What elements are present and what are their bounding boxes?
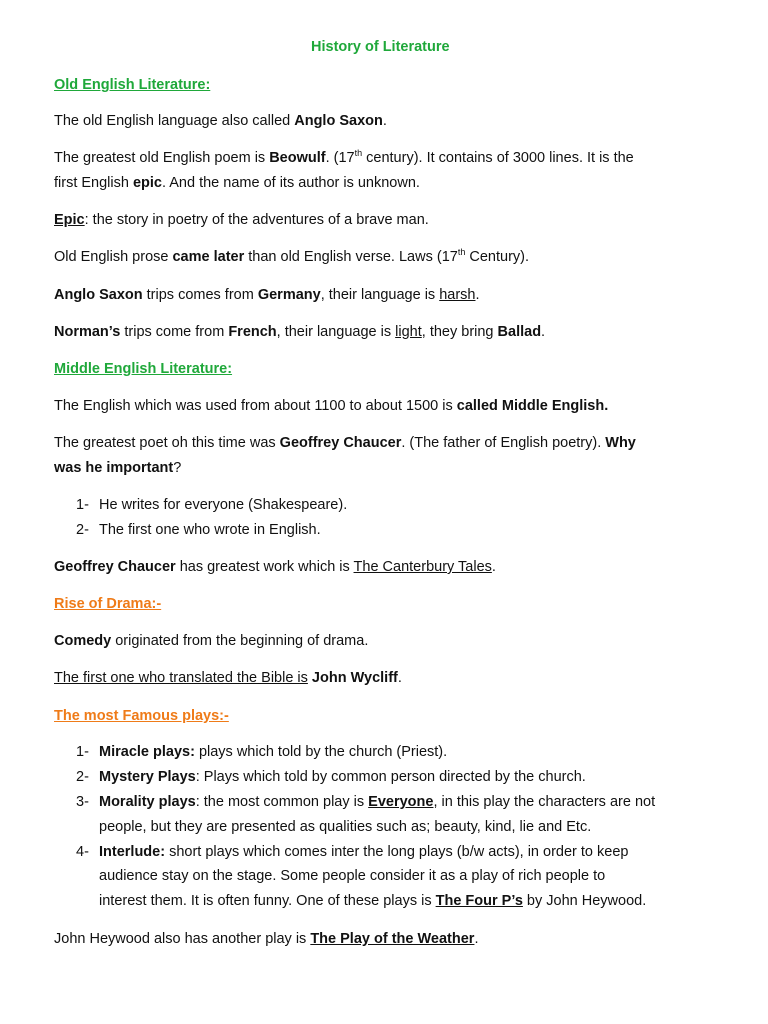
list-item-miracle-plays <box>99 743 447 761</box>
list-item-interlude <box>99 843 628 861</box>
text: , their language is <box>320 287 440 303</box>
underlined-text: The first one who translated the Bible is <box>54 670 308 686</box>
bold-underlined-text: Epic <box>54 212 85 228</box>
text: . (The father of English poetry). <box>401 435 606 451</box>
bold-text: Norman’s <box>54 324 121 340</box>
text: . <box>474 931 479 947</box>
underlined-text: The Canterbury Tales <box>353 559 492 575</box>
text: . (17 <box>325 150 355 166</box>
text: plays which told by the church (Priest). <box>194 744 448 760</box>
text: originated from the beginning of drama. <box>111 633 369 649</box>
bold-text: epic <box>132 175 162 191</box>
list-item-interlude-line3 <box>99 892 646 910</box>
bold-text: Geoffrey Chaucer <box>54 559 176 575</box>
paragraph-old-5 <box>54 286 480 304</box>
bold-text: Interlude: <box>99 844 166 860</box>
superscript: th <box>354 148 363 158</box>
bold-text: came later <box>172 249 245 265</box>
paragraph-plays-1 <box>54 930 478 948</box>
text: , their language is <box>276 324 396 340</box>
paragraph-drama-2 <box>54 669 402 687</box>
bold-text: Why <box>605 435 636 451</box>
list-item-mystery-plays <box>99 768 586 786</box>
heading-famous-plays: The most Famous plays:- <box>54 708 229 724</box>
text: : the most common play is <box>195 794 369 810</box>
bold-text: Germany <box>257 287 321 303</box>
text: by John Heywood. <box>522 893 647 909</box>
text: first English <box>54 175 133 191</box>
list-number: 3- <box>76 794 89 810</box>
bold-text: Comedy <box>54 633 112 649</box>
text: trips comes from <box>142 287 258 303</box>
text: The English which was used from about 1100 to about 1500 is <box>54 398 457 414</box>
paragraph-middle-3 <box>54 558 496 576</box>
bold-text: Miracle plays: <box>99 744 195 760</box>
paragraph-middle-2 <box>54 434 636 452</box>
text: than old English verse. Laws (17 <box>244 249 458 265</box>
text: . <box>475 287 480 303</box>
bold-text: Anglo Saxon <box>54 287 143 303</box>
bold-text: John Wycliff <box>311 670 398 686</box>
text: , they bring <box>421 324 498 340</box>
text: : the story in poetry of the adventures of a brave man. <box>84 212 429 228</box>
paragraph-old-2-line2 <box>54 174 420 192</box>
text: , in this play the characters are not <box>433 794 656 810</box>
bold-text: Ballad <box>497 324 542 340</box>
list-item: The first one who wrote in English. <box>99 522 321 538</box>
text: The greatest poet oh this time was <box>54 435 280 451</box>
text: . <box>541 324 546 340</box>
text: The greatest old English poem is <box>54 150 270 166</box>
bold-text: French <box>228 324 277 340</box>
paragraph-drama-1 <box>54 632 368 650</box>
paragraph-middle-1 <box>54 397 608 415</box>
bold-text: was he important <box>54 460 174 476</box>
paragraph-middle-2-line2 <box>54 459 181 477</box>
text: trips come from <box>120 324 229 340</box>
text: century). It contains of 3000 lines. It is the <box>362 150 634 166</box>
list-number: 1- <box>76 744 89 760</box>
list-number: 2- <box>76 522 89 538</box>
document-title: History of Literature <box>311 39 450 55</box>
text: . <box>491 559 496 575</box>
text: ? <box>173 460 182 476</box>
heading-rise-of-drama: Rise of Drama:- <box>54 596 162 612</box>
list-item-morality-plays <box>99 793 655 811</box>
text: : Plays which told by common person directed by the church. <box>195 769 586 785</box>
bold-underlined-text: The Play of the Weather <box>310 931 475 947</box>
text: John Heywood also has another play is <box>54 931 311 947</box>
bold-text: Geoffrey Chaucer <box>279 435 402 451</box>
heading-middle-english: Middle English Literature: <box>54 361 233 377</box>
bold-text: Mystery Plays <box>99 769 196 785</box>
list-number: 1- <box>76 497 89 513</box>
text: Century). <box>465 249 530 265</box>
paragraph-old-1 <box>54 112 387 130</box>
bold-text: Beowulf <box>269 150 326 166</box>
paragraph-old-6 <box>54 323 545 341</box>
bold-text: called Middle English. <box>456 398 609 414</box>
text: . <box>397 670 402 686</box>
text: . <box>382 113 387 129</box>
paragraph-old-2 <box>54 149 634 167</box>
text: Old English prose <box>54 249 173 265</box>
list-item: He writes for everyone (Shakespeare). <box>99 497 348 513</box>
paragraph-old-3 <box>54 211 429 229</box>
text: The old English language also called <box>54 113 295 129</box>
underlined-text: light <box>395 324 422 340</box>
text: short plays which comes inter the long plays (b/w acts), in order to keep <box>165 844 629 860</box>
text: interest them. It is often funny. One of these plays is <box>99 893 436 909</box>
list-item-interlude-line2: audience stay on the stage. Some people consider it as a play of rich people to <box>99 868 606 884</box>
underlined-text: harsh <box>439 287 476 303</box>
bold-underlined-text: The Four P’s <box>435 893 523 909</box>
bold-text: Morality plays <box>99 794 196 810</box>
bold-text: Anglo Saxon <box>294 113 383 129</box>
text: has greatest work which is <box>175 559 354 575</box>
bold-underlined-text: Everyone <box>368 794 434 810</box>
heading-old-english: Old English Literature: <box>54 77 211 93</box>
paragraph-old-4 <box>54 248 529 266</box>
text: . And the name of its author is unknown. <box>162 175 420 191</box>
list-item-morality-plays-line2: people, but they are presented as qualities such as; beauty, kind, lie and Etc. <box>99 819 592 835</box>
list-number: 4- <box>76 844 89 860</box>
superscript: th <box>457 247 466 257</box>
list-number: 2- <box>76 769 89 785</box>
